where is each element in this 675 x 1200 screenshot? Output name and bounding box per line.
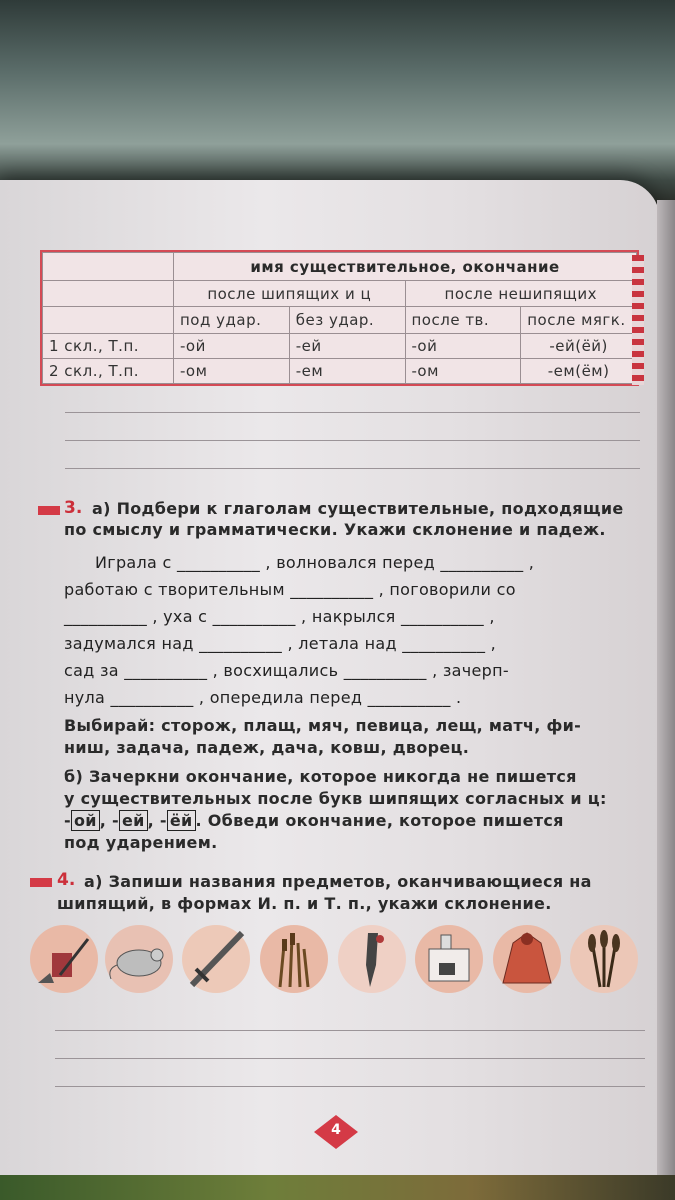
answer-line[interactable] (65, 468, 640, 469)
sword-icon (182, 925, 250, 993)
exercise-line: нула __________ , опередила перед __________ . (64, 688, 462, 707)
background-surface (0, 1175, 675, 1200)
table-cell: -ом (174, 358, 290, 383)
ending-suffix-text: . Обведи окончание, которое пишется (195, 811, 564, 830)
ending-box-ey[interactable]: ей (119, 810, 148, 831)
table-row-label: 2 скл., Т.п. (43, 358, 174, 383)
word-bank: ниш, задача, падеж, дача, ковш, дворец. (64, 738, 470, 757)
answer-line[interactable] (65, 440, 640, 441)
table-header-main: имя существительное, окончание (174, 253, 637, 281)
task-4-instruction: шипящий, в формах И. п. и Т. п., укажи склонение. (57, 894, 552, 913)
task-3b-instruction: под ударением. (64, 833, 218, 852)
stove-icon (415, 925, 483, 993)
task-4-number: 4. (57, 870, 76, 890)
decorative-border (632, 255, 644, 385)
task-3b-instruction: у существительных после букв шипящих согласных и ц: (64, 789, 607, 808)
mouse-icon (105, 925, 173, 993)
table-row-label: 1 скл., Т.п. (43, 333, 174, 358)
table-subheader: после мягк. (521, 307, 637, 333)
table-cell: -ой (405, 333, 521, 358)
ending-prefix: , - (99, 811, 119, 830)
table-corner (43, 281, 174, 307)
knife-icon (338, 925, 406, 993)
table-cell: -ой (174, 333, 290, 358)
ending-prefix: - (64, 811, 71, 830)
ink-pen-icon (30, 925, 98, 993)
task-3-instruction: а) Подбери к глаголам существительные, подходящие (92, 499, 624, 518)
answer-line[interactable] (55, 1058, 645, 1059)
task-4-instruction: а) Запиши названия предметов, оканчивающиеся на (84, 872, 592, 891)
table-cell: -ом (405, 358, 521, 383)
word-bank: Выбирай: сторож, плащ, мяч, певица, лещ, матч, фи- (64, 716, 582, 735)
page-number-badge (314, 1115, 358, 1149)
ending-prefix: , - (147, 811, 167, 830)
reeds-icon (260, 925, 328, 993)
ending-box-yoy[interactable]: ёй (167, 810, 196, 831)
answer-line[interactable] (65, 412, 640, 413)
answer-line[interactable] (55, 1086, 645, 1087)
task-3-number: 3. (64, 498, 83, 518)
ending-box-oy[interactable]: ой (71, 810, 100, 831)
table-corner (43, 253, 174, 281)
task-marker-icon (38, 506, 60, 515)
task-3b-instruction: б) Зачеркни окончание, которое никогда не пишется (64, 767, 577, 786)
table-cell: -ей (289, 333, 405, 358)
object-illustrations (20, 925, 660, 1000)
table-subheader: под удар. (174, 307, 290, 333)
table-subheader: после тв. (405, 307, 521, 333)
table-group-right: после нешипящих (405, 281, 637, 307)
table-subheader: без удар. (289, 307, 405, 333)
table-cell: -ем(ём) (521, 358, 637, 383)
task-3-instruction: по смыслу и грамматически. Укажи склонение и падеж. (64, 520, 606, 539)
exercise-line: работаю с творительным __________ , поговорили со (64, 580, 516, 599)
exercise-line: сад за __________ , восхищались __________ , зачерп- (64, 661, 509, 680)
table-corner (43, 307, 174, 333)
answer-line[interactable] (55, 1030, 645, 1031)
exercise-line: Играла с __________ , волновался перед __________ , (95, 553, 535, 572)
exercise-line: задумался над __________ , летала над __________ , (64, 634, 497, 653)
table-cell: -ем (289, 358, 405, 383)
task-3b-endings (64, 811, 564, 830)
exercise-line: __________ , уха с __________ , накрылся __________ , (64, 607, 495, 626)
endings-table (40, 250, 639, 386)
page-number: 4 (331, 1122, 341, 1138)
cloak-icon (493, 925, 561, 993)
table-group-left: после шипящих и ц (174, 281, 406, 307)
wheat-icon (570, 925, 638, 993)
task-marker-icon (30, 878, 52, 887)
table-cell: -ей(ёй) (521, 333, 637, 358)
